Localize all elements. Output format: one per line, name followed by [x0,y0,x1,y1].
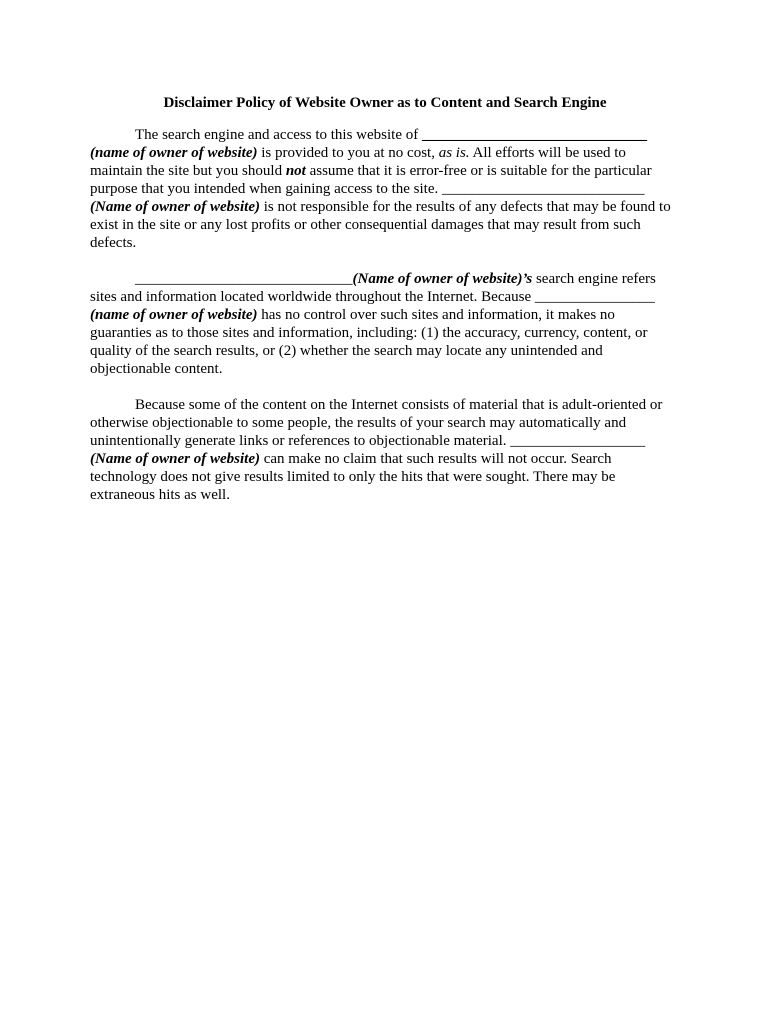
paragraph-2 [90,270,682,378]
paragraph-line [90,270,682,288]
paragraph-line: sites and information located worldwide throughout the Internet. Because ________________ [90,289,655,305]
paragraph-line: Because some of the content on the Internet consists of material that is adult-oriented or [135,397,663,413]
as-is-emphasis: as is. [438,145,470,161]
owner-placeholder: (Name of owner of website) [90,451,260,467]
paragraph-line: otherwise objectionable to some people, the results of your search may automatically and [90,415,627,431]
text-run: is not responsible for the results of any defects that may be found to [259,199,671,215]
document-title: Disclaimer Policy of Website Owner as to Content and Search Engine [163,95,607,111]
paragraph-3 [90,396,682,504]
paragraph-line: technology does not give results limited to only the hits that were sought. There may be [90,469,616,485]
paragraph-line: guaranties as to those sites and information, including: (1) the accuracy, currency, content, or [90,325,648,341]
document-body [90,126,682,522]
owner-placeholder: (Name of owner of website) [90,199,260,215]
paragraph-line [90,126,682,144]
owner-placeholder: (name of owner of website) [90,145,258,161]
text-run: assume that it is error-free or is suitable for the particular [305,163,652,179]
paragraph-line: unintentionally generate links or references to objectionable material. __________________ [90,433,646,449]
paragraph-line: defects. [90,235,137,251]
owner-placeholder: (name of owner of website) [90,307,258,323]
paragraph-line [90,144,682,162]
not-emphasis: not [285,163,306,179]
paragraph-line [90,162,682,180]
paragraph-line [90,198,682,216]
paragraph-1 [90,126,682,252]
text-run: search engine refers [532,271,656,287]
paragraph-line: objectionable content. [90,361,223,377]
owner-placeholder: (Name of owner of website)’s [352,271,533,287]
paragraph-line [90,306,682,324]
text-run: maintain the site but you should [90,163,286,179]
text-run: The search engine and access to this website of [135,127,422,143]
paragraph-line: exist in the site or any lost profits or other consequential damages that may result from such [90,217,641,233]
paragraph-line: purpose that you intended when gaining access to the site. ___________________________ [90,181,645,197]
owner-blank: ______________________________ [421,127,647,143]
paragraph-line: extraneous hits as well. [90,487,230,503]
owner-blank: _____________________________ [135,271,353,287]
text-run: All efforts will be used to [469,145,626,161]
paragraph-line [90,450,682,468]
text-run: can make no claim that such results will not occur. Search [259,451,612,467]
text-run: is provided to you at no cost, [257,145,439,161]
paragraph-line: quality of the search results, or (2) whether the search may locate any unintended and [90,343,603,359]
text-run: has no control over such sites and information, it makes no [257,307,615,323]
